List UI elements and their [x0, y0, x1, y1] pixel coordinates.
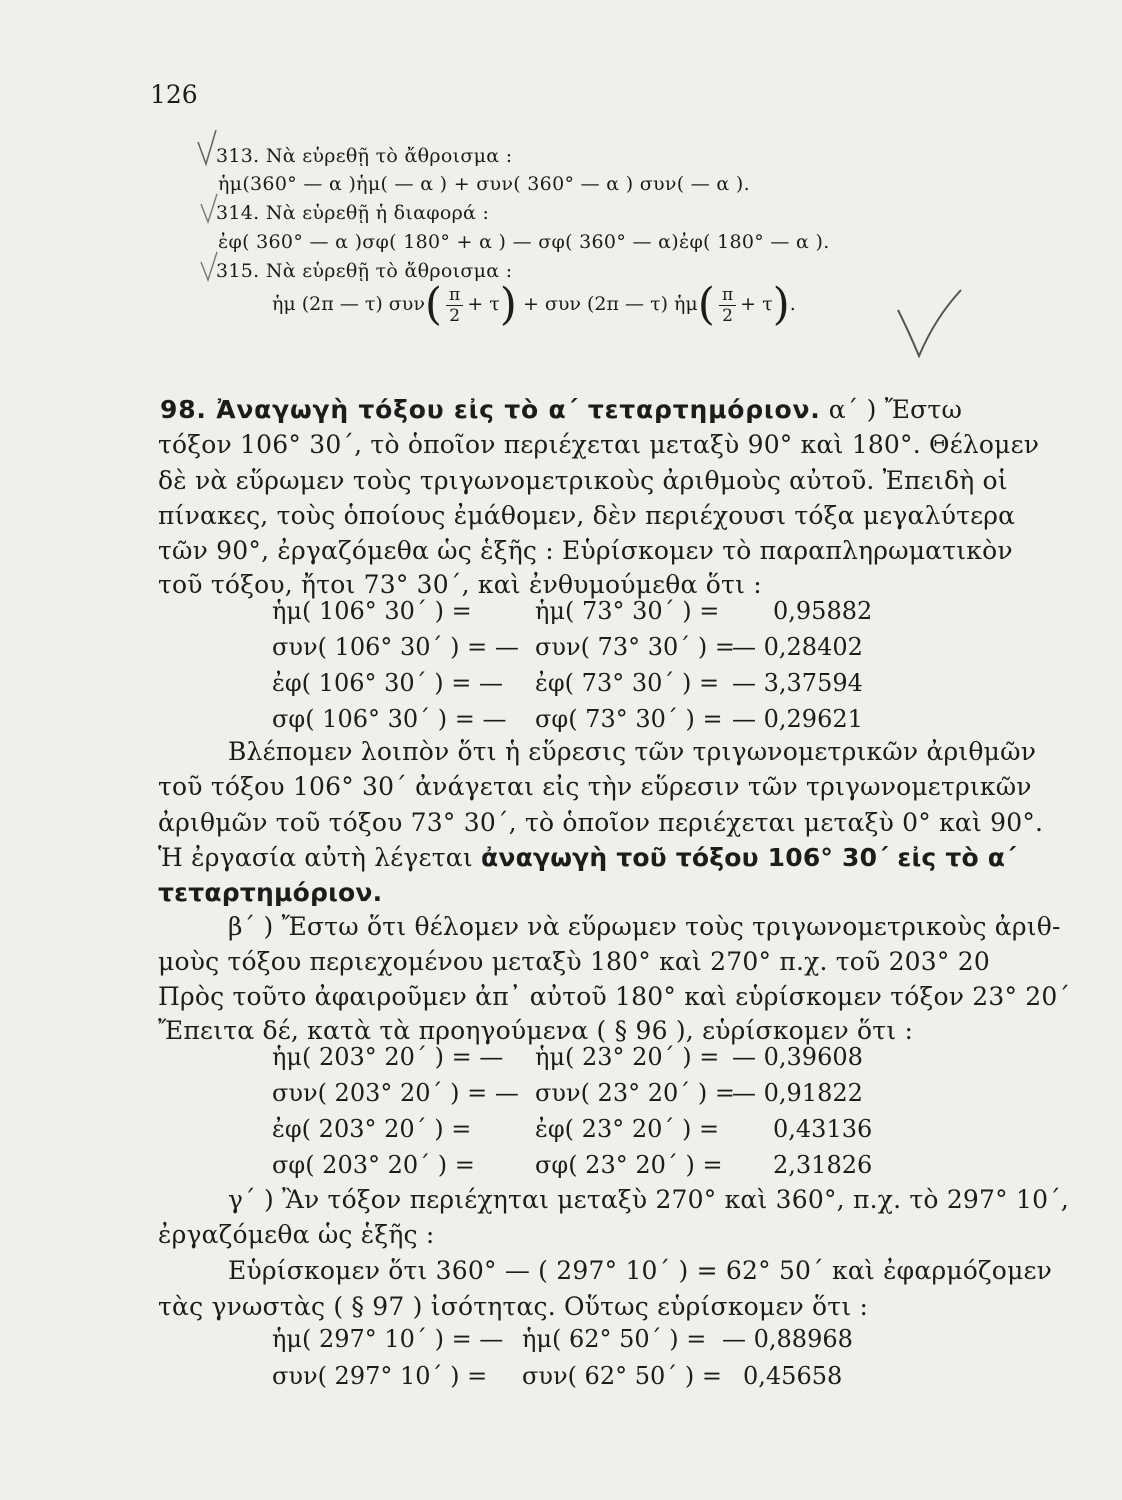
- table-row-rhs: ἡμ( 23° 20΄ ) =: [535, 1043, 720, 1071]
- table-row-lhs: συν( 297° 10΄ ) =: [272, 1362, 488, 1390]
- table-row-lhs: ἡμ( 297° 10΄ ) = —: [272, 1325, 504, 1353]
- formula-part-b: + τ: [467, 293, 500, 315]
- paragraph-line: τὰς γνωστὰς ( § 97 ) ἰσότητας. Οὕτως εὑρίσκομεν ὅτι :: [158, 1292, 869, 1321]
- table-row-value: — 0,29621: [732, 705, 863, 733]
- paragraph-line: Βλέπομεν λοιπὸν ὅτι ἡ εὕρεσις τῶν τριγωνομετρικῶν ἀριθμῶν: [228, 737, 1037, 766]
- table-row-value: — 3,37594: [732, 669, 863, 697]
- exercise-315-formula: [272, 279, 796, 330]
- exercise-314-title: 314. Νὰ εὑρεθῇ ἡ διαφορά :: [216, 202, 490, 224]
- close-paren: ): [772, 279, 790, 330]
- formula-end: .: [789, 293, 796, 315]
- paragraph-line: μοὺς τόξου περιεχομένου μεταξὺ 180° καὶ 270° π.χ. τοῦ 203° 20: [158, 947, 990, 976]
- table-row-rhs: ἐφ( 23° 20΄ ) =: [535, 1115, 720, 1143]
- table-row-value: — 0,28402: [732, 633, 863, 661]
- table-row-lhs: ἐφ( 106° 30΄ ) = —: [272, 669, 504, 697]
- bold-term: ἀναγωγὴ τοῦ τόξου 106° 30΄ εἰς τὸ α΄: [480, 843, 1017, 872]
- table-row-rhs: σφ( 23° 20΄ ) =: [535, 1151, 723, 1179]
- table-row-value: 0,45658: [743, 1362, 843, 1390]
- table-row-rhs: συν( 62° 50΄ ) =: [522, 1362, 722, 1390]
- open-paren: (: [697, 279, 715, 330]
- formula-part-c: + συν (2π — τ) ἡμ: [522, 293, 698, 315]
- table-row-value: 0,43136: [773, 1115, 873, 1143]
- table-row-value: 0,95882: [773, 597, 873, 625]
- page-number: 126: [150, 80, 198, 109]
- formula-part-d: + τ: [740, 293, 773, 315]
- table-row-value: — 0,88968: [722, 1325, 853, 1353]
- check-mark-icon: [198, 192, 220, 226]
- exercise-315-title: 315. Νὰ εὑρεθῇ τὸ ἄθροισμα :: [216, 260, 513, 282]
- paragraph-line: τοῦ τόξου, ἤτοι 73° 30΄, καὶ ἐνθυμούμεθα ὅτι :: [158, 570, 762, 599]
- table-row-rhs: συν( 73° 30΄ ) =: [535, 633, 735, 661]
- table-row-rhs: ἐφ( 73° 30΄ ) =: [535, 669, 720, 697]
- paragraph-line: Πρὸς τοῦτο ἀφαιροῦμεν ἀπ᾽ αὐτοῦ 180° καὶ εὑρίσκομεν τόξον 23° 20΄: [158, 982, 1071, 1011]
- table-row-lhs: σφ( 203° 20΄ ) =: [272, 1151, 475, 1179]
- table-row-lhs: συν( 106° 30΄ ) = —: [272, 633, 519, 661]
- paragraph-line: γ΄ ) Ἂν τόξον περιέχηται μεταξὺ 270° καὶ 360°, π.χ. τὸ 297° 10΄,: [228, 1185, 1070, 1214]
- table-row-lhs: ἐφ( 203° 20΄ ) =: [272, 1115, 472, 1143]
- table-row-value: — 0,91822: [732, 1079, 863, 1107]
- trig-table-1: [0, 597, 1122, 747]
- paragraph-line: [158, 843, 1016, 872]
- table-row-lhs: συν( 203° 20΄ ) = —: [272, 1079, 519, 1107]
- paragraph-line: Εὑρίσκομεν ὅτι 360° — ( 297° 10΄ ) = 62° 50΄ καὶ ἐφαρμόζομεν: [228, 1256, 1053, 1285]
- paragraph-line: τοῦ τόξου 106° 30΄ ἀνάγεται εἰς τὴν εὕρεσιν τῶν τριγωνομετρικῶν: [158, 772, 1032, 801]
- paragraph-line: πίνακες, τοὺς ὁποίους ἐμάθομεν, δὲν περιέχουσι τόξα μεγαλύτερα: [158, 501, 1016, 530]
- table-row-value: — 0,39608: [732, 1043, 863, 1071]
- table-row-rhs: ἡμ( 62° 50΄ ) =: [522, 1325, 707, 1353]
- paragraph-line: Ἔπειτα δέ, κατὰ τὰ προηγούμενα ( § 96 ), εὑρίσκομεν ὅτι :: [158, 1016, 914, 1045]
- open-paren: (: [424, 279, 443, 330]
- table-row-value: 2,31826: [773, 1151, 873, 1179]
- close-paren: ): [499, 279, 517, 330]
- paragraph-text: Ἡ ἐργασία αὐτὴ λέγεται: [158, 843, 481, 872]
- exercise-313-title: 313. Νὰ εὑρεθῇ τὸ ἄθροισμα :: [216, 145, 513, 167]
- table-row-rhs: σφ( 73° 30΄ ) =: [535, 705, 723, 733]
- section-heading: 98. Ἀναγωγὴ τόξου εἰς τὸ α΄ τεταρτημόριον.: [160, 395, 821, 424]
- check-mark-icon: [195, 128, 219, 168]
- check-mark-icon: [895, 288, 965, 360]
- table-row-lhs: ἡμ( 203° 20΄ ) = —: [272, 1043, 504, 1071]
- section-heading-rest: α΄ ) Ἔστω: [820, 395, 963, 424]
- section-heading-line: [160, 395, 962, 424]
- formula-part-a: ἡμ (2π — τ) συν: [272, 293, 425, 315]
- table-row-rhs: ἡμ( 73° 30΄ ) =: [535, 597, 720, 625]
- fraction-pi-over-2: $\frac{\pi}{2}$: [719, 285, 736, 326]
- table-row-lhs: σφ( 106° 30΄ ) = —: [272, 705, 507, 733]
- table-row-rhs: συν( 23° 20΄ ) =: [535, 1079, 735, 1107]
- paragraph-line: ἀριθμῶν τοῦ τόξου 73° 30΄, τὸ ὁποῖον περιέχεται μεταξὺ 0° καὶ 90°.: [158, 808, 1044, 837]
- paragraph-line: β΄ ) Ἔστω ὅτι θέλομεν νὰ εὕρωμεν τοὺς τριγωνομετρικοὺς ἀριθ-: [228, 912, 1061, 941]
- paragraph-line: τῶν 90°, ἐργαζόμεθα ὡς ἑξῆς : Εὑρίσκομεν τὸ παραπληρωματικὸν: [158, 536, 1013, 565]
- paragraph-line: δὲ νὰ εὕρωμεν τοὺς τριγωνομετρικοὺς ἀριθμοὺς αὐτοῦ. Ἐπειδὴ οἱ: [158, 466, 1008, 495]
- check-mark-icon: [198, 250, 220, 284]
- trig-table-2: [0, 1043, 1122, 1193]
- trig-table-3: [0, 1325, 1122, 1405]
- paragraph-line: ἐργαζόμεθα ὡς ἑξῆς :: [158, 1220, 435, 1249]
- paragraph-line: τόξον 106° 30΄, τὸ ὁποῖον περιέχεται μεταξὺ 90° καὶ 180°. Θέλομεν: [158, 430, 1040, 459]
- fraction-pi-over-2: $\frac{\pi}{2}$: [446, 285, 463, 326]
- table-row-lhs: ἡμ( 106° 30΄ ) =: [272, 597, 472, 625]
- exercise-313-formula: ἡμ(360° — α )ἡμ( — α ) + συν( 360° — α ) συν( — α ).: [218, 173, 750, 195]
- bold-term: τεταρτημόριον.: [158, 878, 383, 907]
- exercise-314-formula: ἐφ( 360° — α )σφ( 180° + α ) — σφ( 360° — α)ἐφ( 180° — α ).: [218, 231, 830, 253]
